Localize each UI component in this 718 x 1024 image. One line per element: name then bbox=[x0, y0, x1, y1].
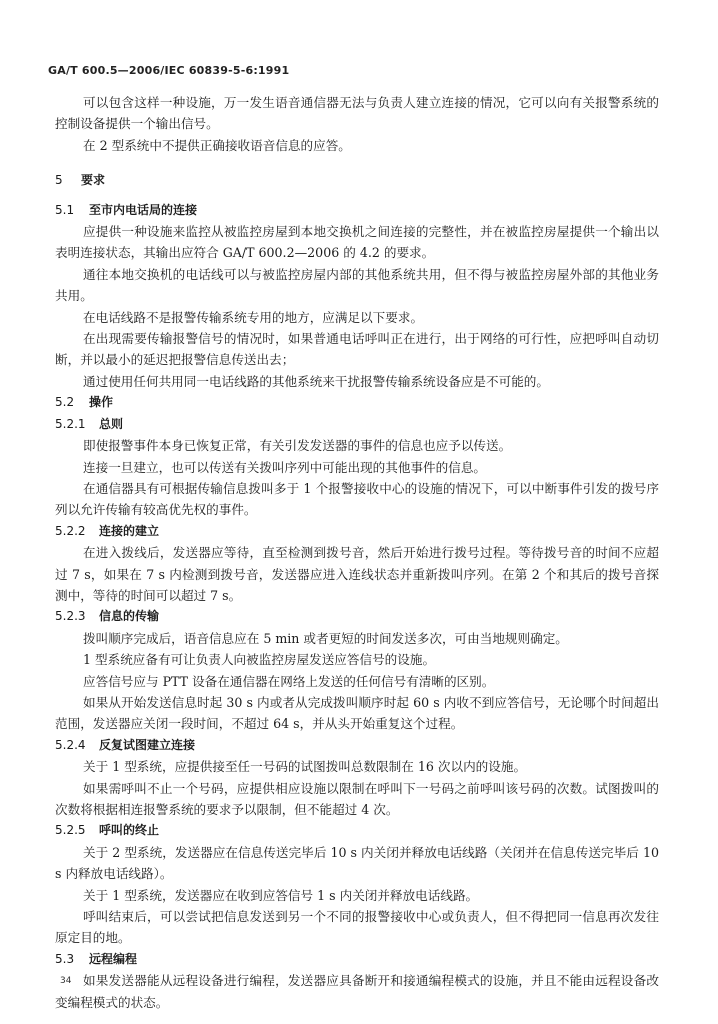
section-number: 5.2.5 bbox=[55, 823, 86, 838]
paragraph: 如果从开始发送信息时起 30 s 内或者从完成拨叫顺序时起 60 s 内收不到应答信号，无论哪个时间超出范围，发送器应关闭一段时间，不超过 64 s，并从头开始重复这个过程。 bbox=[55, 694, 659, 732]
section-number: 5.2.4 bbox=[55, 737, 86, 752]
section-heading bbox=[55, 521, 659, 542]
section-title: 连接的建立 bbox=[99, 523, 160, 538]
section-title: 呼叫的终止 bbox=[99, 823, 160, 838]
paragraph: 如果需呼叫不止一个号码，应提供相应设施以限制在呼叫下一号码之前呼叫该号码的次数。试图拨叫的次数将根据相连报警系统的要求予以限制，但不能超过 4 次。 bbox=[55, 780, 659, 817]
section-title: 信息的传输 bbox=[99, 609, 160, 624]
paragraph: 关于 1 型系统，应提供接至任一号码的试图拨叫总数限制在 16 次以内的设施。 bbox=[83, 759, 527, 775]
section-heading bbox=[55, 949, 659, 970]
standard-header: GA/T 600.5—2006/IEC 60839-5-6:1991 bbox=[48, 64, 290, 77]
paragraph: 应答信号应与 PTT 设备在通信器在网络上发送的任何信号有清晰的区别。 bbox=[83, 673, 495, 689]
intro-paragraph: 可以包含这样一种设施，万一发生语音通信器无法与负责人建立连接的情况，它可以向有关报警系统的控制设备提供一个输出信号。 bbox=[55, 95, 659, 132]
section-heading bbox=[55, 606, 659, 627]
section-heading bbox=[55, 392, 659, 413]
section-title: 总则 bbox=[99, 416, 124, 431]
paragraph: 通过使用任何共用同一电话线路的其他系统来干扰报警传输系统设备应是不可能的。 bbox=[83, 373, 549, 389]
paragraph: 拨叫顺序完成后，语音信息应在 5 min 或者更短的时间发送多次，可由当地规则确定。 bbox=[83, 630, 568, 646]
paragraph: 连接一旦建立，也可以传送有关拨叫序列中可能出现的其他事件的信息。 bbox=[83, 459, 486, 475]
paragraph: 通往本地交换机的电话线可以与被监控房屋内部的其他系统共用，但不得与被监控房屋外部的其他业务共用。 bbox=[55, 266, 659, 304]
paragraph: 在电话线路不是报警传输系统专用的地方，应满足以下要求。 bbox=[83, 309, 424, 325]
section-heading bbox=[55, 414, 659, 435]
page-number: 34 bbox=[60, 976, 72, 986]
section-title: 反复试图建立连接 bbox=[99, 737, 196, 752]
paragraph: 1 型系统应备有可让负责人向被监控房屋发送应答信号的设施。 bbox=[83, 652, 436, 668]
section-number: 5.1 bbox=[55, 202, 75, 217]
section-number: 5.2.2 bbox=[55, 523, 86, 538]
section-title: 至市内电话局的连接 bbox=[89, 202, 198, 217]
paragraph: 呼叫结束后，可以尝试把信息发送到另一个不同的报警接收中心或负责人，但不得把同一信息再次发往原定目的地。 bbox=[55, 909, 659, 946]
section-number: 5 bbox=[55, 173, 63, 188]
paragraph: 即使报警事件本身已恢复正常，有关引发发送器的事件的信息也应予以传送。 bbox=[83, 438, 512, 454]
paragraph: 在通信器具有可根据传输信息拨叫多于 1 个报警接收中心的设施的情况下，可以中断事件引发的拨号序列以允许传输有较高优先权的事件。 bbox=[55, 480, 659, 518]
section-title: 远程编程 bbox=[89, 951, 138, 966]
section-heading bbox=[55, 735, 659, 756]
section-number: 5.2 bbox=[55, 395, 75, 410]
section-number: 5.2.3 bbox=[55, 609, 86, 624]
section-heading bbox=[55, 200, 659, 221]
paragraph: 关于 1 型系统，发送器应在收到应答信号 1 s 内关闭并释放电话线路。 bbox=[83, 887, 479, 903]
section-heading bbox=[55, 820, 659, 841]
intro-paragraph: 在 2 型系统中不提供正确接收语音信息的应答。 bbox=[83, 137, 351, 153]
section-number: 5.3 bbox=[55, 951, 75, 966]
document-body bbox=[55, 92, 659, 1013]
paragraph: 在进入拨线后，发送器应等待，直至检测到拨号音，然后开始进行拨号过程。等待拨号音的时间不应超过 7 s，如果在 7 s 内检测到拨号音，发送器应进入连线状态并重新拨叫序列。在第 2 个和其后的拨号音探测中，等待的时间可以超过 7 s。 bbox=[55, 545, 659, 603]
section-number: 5.2.1 bbox=[55, 416, 86, 431]
paragraph: 应提供一种设施来监控从被监控房屋到本地交换机之间连接的完整性，并在被监控房屋提供一个输出以表明连接状态，其输出应符合 GA/T 600.2—2006 的 4.2 的要求。 bbox=[55, 224, 659, 261]
paragraph: 关于 2 型系统，发送器应在信息传送完毕后 10 s 内关闭并释放电话线路（关闭并在信息传送完毕后 10 s 内释放电话线路）。 bbox=[55, 844, 659, 882]
section-heading bbox=[55, 170, 659, 191]
section-title: 要求 bbox=[81, 173, 106, 188]
paragraph: 如果发送器能从远程设备进行编程，发送器应具备断开和接通编程模式的设施，并且不能由远程设备改变编程模式的状态。 bbox=[55, 973, 659, 1010]
paragraph: 在出现需要传输报警信号的情况时，如果普通电话呼叫正在进行，出于网络的可行性，应把呼叫自动切断，并以最小的延迟把报警信息传送出去； bbox=[55, 331, 659, 368]
section-title: 操作 bbox=[89, 395, 114, 410]
